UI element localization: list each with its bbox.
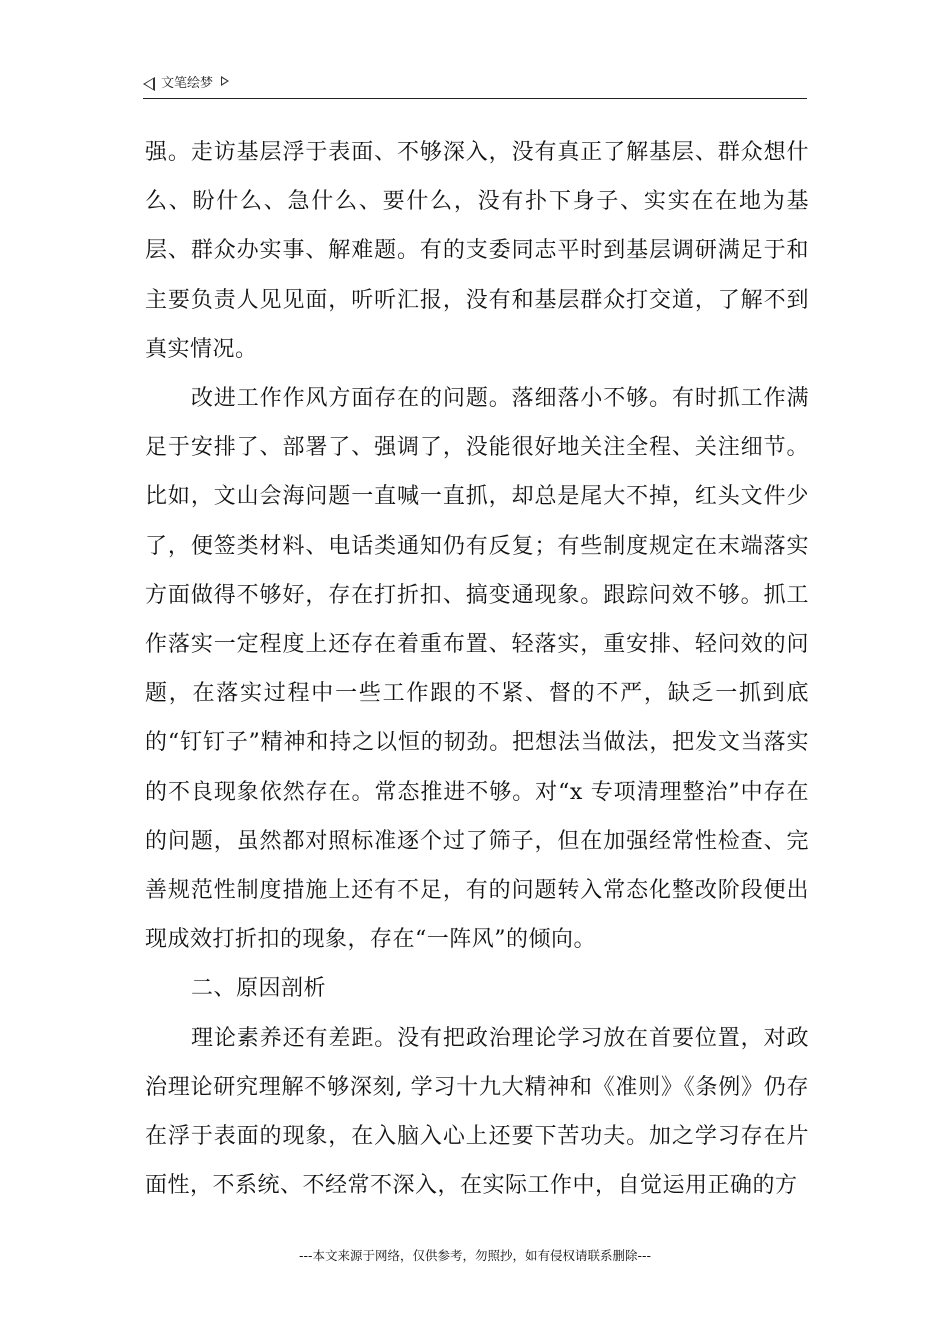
header-brand: [143, 74, 229, 94]
footer-disclaimer: ---本文来源于网络，仅供参考，勿照抄，如有侵权请联系删除---: [298, 1248, 652, 1263]
paragraph-work-style: 改进工作作风方面存在的问题。落细落小不够。有时抓工作满足于安排了、部署了、强调了，没能很好地关注全程、关注细节。比如，文山会海问题一直喊一直抓，却总是尾大不掉，红头文件少了，便签类材料、电话类通知仍有反复；有些制度规定在末端落实方面做得不够好，存在打折扣、搞变通现象。跟踪问效不够。抓工作落实一定程度上还存在着重布置、轻落实，重安排、轻问效的问题，在落实过程中一些工作跟的不紧、督的不严，缺乏一抓到底的“钉钉子”精神和持之以恒的韧劲。把想法当做法，把发文当落实的不良现象依然存在。常态推进不够。对“x 专项清理整治”中存在的问题，虽然都对照标准逐个过了筛子，但在加强经常性检查、完善规范性制度措施上还有不足，有的问题转入常态化整改阶段便出现成效打折扣的现象，存在“一阵风”的倾向。: [145, 386, 809, 953]
document-body: [145, 128, 809, 1210]
paragraph-continued: 强。走访基层浮于表面、不够深入，没有真正了解基层、群众想什么、盼什么、急什么、要什么，没有扑下身子、实实在在地为基层、群众办实事、解难题。有的支委同志平时到基层调研满足于和主要负责人见见面，听听汇报，没有和基层群众打交道，了解不到真实情况。: [145, 140, 809, 362]
paragraph-theory: 理论素养还有差距。没有把政治理论学习放在首要位置，对政治理论研究理解不够深刻, 学习十九大精神和《准则》《条例》仍存在浮于表面的现象，在入脑入心上还要下苦功夫。加之学习存在片面性，不系统、不经常不深入，在实际工作中，自觉运用正确的方: [145, 1025, 809, 1199]
section-heading-cause-analysis: 二、原因剖析: [191, 976, 327, 1002]
page-header: [143, 74, 807, 99]
triangle-right-icon: [221, 76, 229, 86]
triangle-left-icon: [143, 77, 155, 91]
header-title: 文笔绘梦: [161, 76, 214, 91]
